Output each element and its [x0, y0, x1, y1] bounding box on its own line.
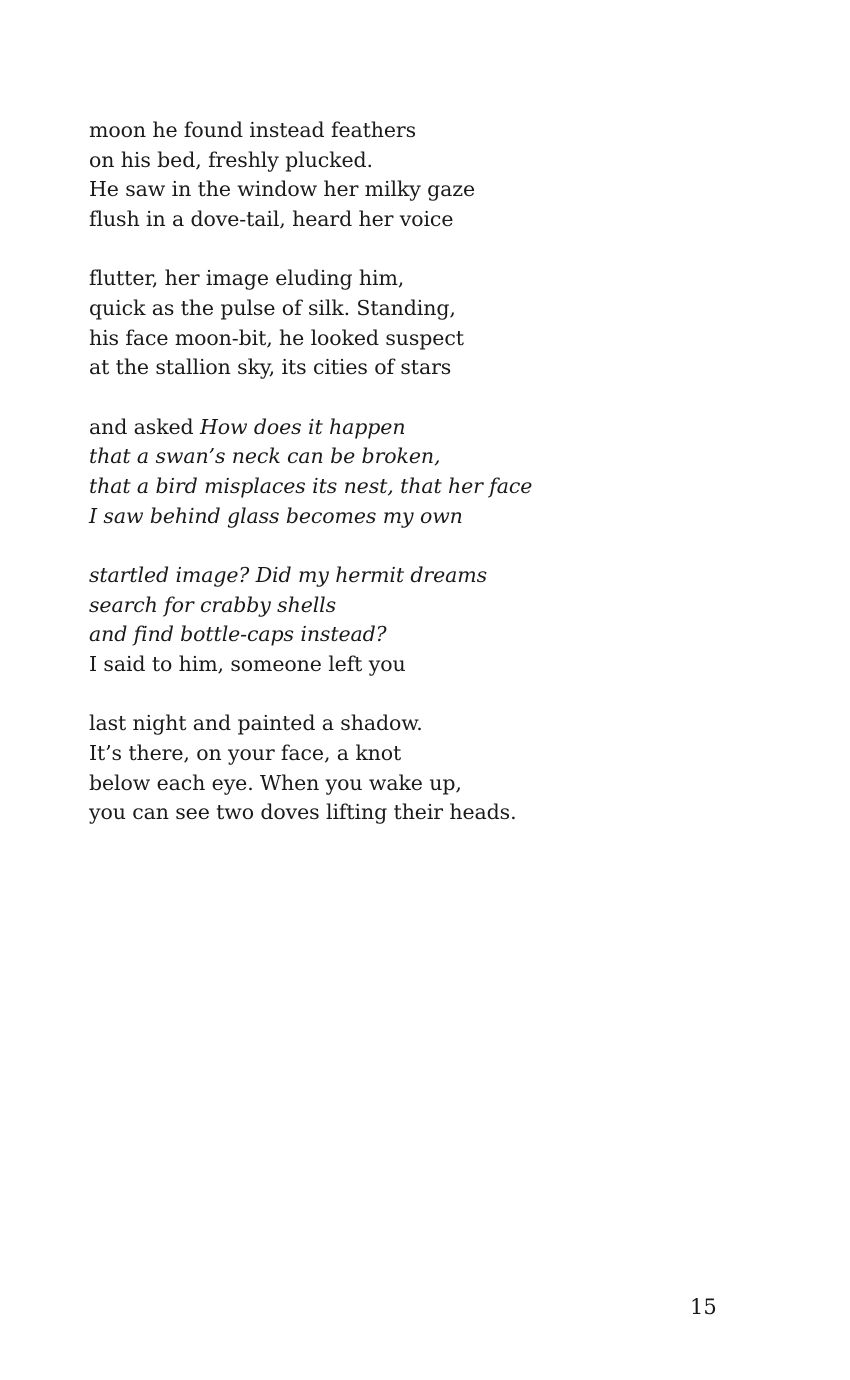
poem-body: [89, 116, 729, 858]
poem-line: [89, 413, 729, 443]
text-segment: last night and painted a shadow.: [89, 711, 423, 736]
poem-line: [89, 502, 729, 532]
text-segment: his face moon-bit, he looked suspect: [89, 325, 464, 350]
poem-line: [89, 739, 729, 769]
poem-line: [89, 709, 729, 739]
poem-line: [89, 620, 729, 650]
italic-text-segment: search for crabby shells: [89, 592, 337, 617]
poem-line: [89, 798, 729, 828]
poem-line: [89, 650, 729, 680]
poem-stanza: [89, 264, 729, 383]
poem-line: [89, 591, 729, 621]
poem-line: [89, 175, 729, 205]
poem-line: [89, 264, 729, 294]
poem-line: [89, 769, 729, 799]
text-segment: flush in a dove-tail, heard her voice: [89, 207, 454, 232]
poem-line: [89, 442, 729, 472]
text-segment: quick as the pulse of silk. Standing,: [89, 296, 456, 321]
text-segment: at the stallion sky, its cities of stars: [89, 355, 452, 380]
text-segment: I said to him, someone left you: [89, 652, 406, 677]
poem-line: [89, 146, 729, 176]
text-segment: on his bed, freshly plucked.: [89, 147, 373, 172]
italic-text-segment: startled image? Did my hermit dreams: [89, 563, 488, 588]
poem-stanza: [89, 561, 729, 680]
italic-text-segment: that a swan’s neck can be broken,: [89, 444, 441, 469]
poem-stanza: [89, 709, 729, 828]
poem-stanza: [89, 116, 729, 235]
poem-line: [89, 116, 729, 146]
poem-line: [89, 205, 729, 235]
text-segment: flutter, her image eluding him,: [89, 266, 405, 291]
poem-line: [89, 472, 729, 502]
text-segment: He saw in the window her milky gaze: [89, 177, 476, 202]
poem-line: [89, 561, 729, 591]
italic-text-segment: that a bird misplaces its nest, that her face: [89, 474, 533, 499]
italic-text-segment: How does it happen: [200, 414, 406, 439]
text-segment: you can see two doves lifting their heads.: [89, 800, 517, 825]
page-number: 15: [690, 1295, 717, 1319]
italic-text-segment: I saw behind glass becomes my own: [89, 503, 463, 528]
poem-line: [89, 324, 729, 354]
poem-line: [89, 353, 729, 383]
text-segment: moon he found instead feathers: [89, 118, 417, 142]
italic-text-segment: and find bottle-caps instead?: [89, 622, 387, 647]
text-segment: below each eye. When you wake up,: [89, 770, 462, 795]
poem-line: [89, 294, 729, 324]
text-segment: and asked: [89, 414, 200, 439]
text-segment: It’s there, on your face, a knot: [89, 741, 402, 766]
poem-stanza: [89, 413, 729, 532]
